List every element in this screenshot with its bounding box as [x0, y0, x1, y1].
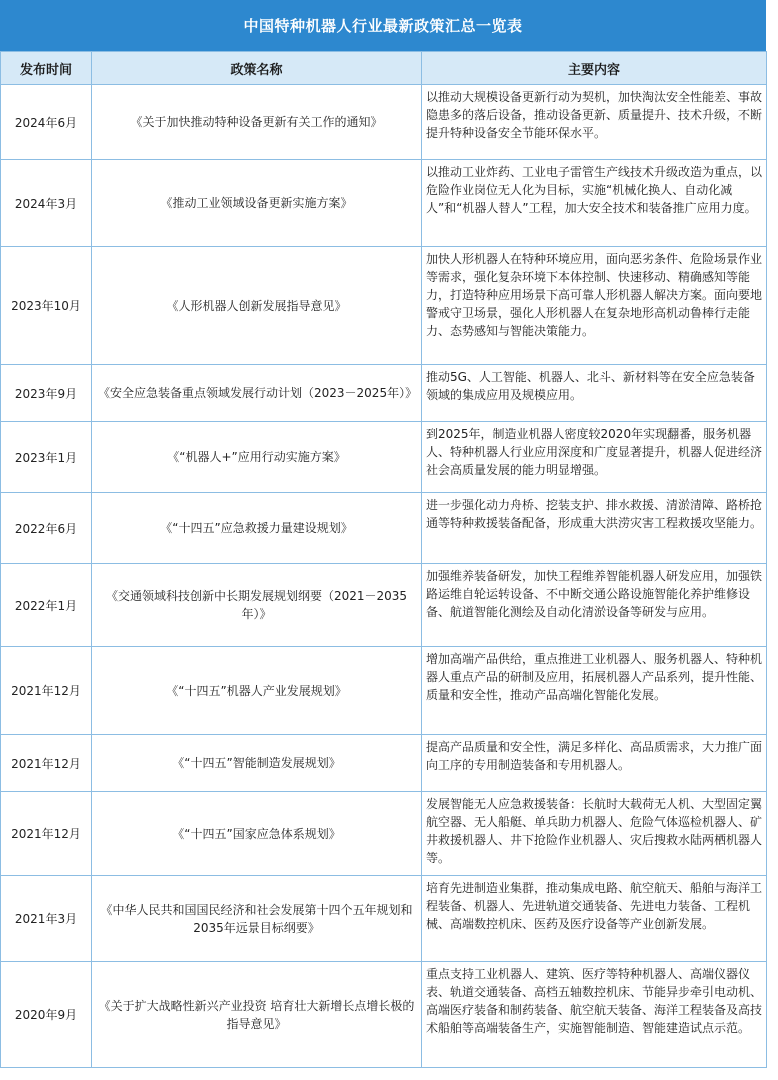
row-date: 2024年3月: [1, 160, 92, 247]
table-row: [1, 493, 767, 564]
row-policy-name: 《“十四五”应急救援力量建设规划》: [92, 493, 422, 564]
table-row: [1, 735, 767, 792]
row-policy-name: 《人形机器人创新发展指导意见》: [92, 247, 422, 365]
row-content: 推动5G、人工智能、机器人、北斗、新材料等在安全应急装备领域的集成应用及规模应用。: [422, 365, 767, 422]
row-content: 加快人形机器人在特种环境应用，面向恶劣条件、危险场景作业等需求，强化复杂环境下本体控制、快速移动、精确感知等能力，打造特种应用场景下高可靠人形机器人解决方案。面向要地警戒守卫场景，强化人形机器人在复杂地形高机动鲁棒行走能力、态势感知与智能决策能力。: [422, 247, 767, 365]
row-date: 2023年1月: [1, 422, 92, 493]
header-main-content: 主要内容: [422, 52, 767, 85]
row-date: 2020年9月: [1, 962, 92, 1068]
table-row: [1, 647, 767, 735]
row-content: 以推动大规模设备更新行动为契机，加快淘汰安全性能差、事故隐患多的落后设备，推动设备更新、质量提升、技术升级，不断提升特种设备安全节能环保水平。: [422, 85, 767, 160]
row-date: 2021年12月: [1, 735, 92, 792]
table-row: [1, 422, 767, 493]
row-content: 培育先进制造业集群，推动集成电路、航空航天、船舶与海洋工程装备、机器人、先进轨道交通装备、先进电力装备、工程机械、高端数控机床、医药及医疗设备等产业创新发展。: [422, 876, 767, 962]
table-title: 中国特种机器人行业最新政策汇总一览表: [0, 0, 766, 51]
table-row: [1, 247, 767, 365]
row-date: 2021年12月: [1, 647, 92, 735]
row-policy-name: 《安全应急装备重点领域发展行动计划（2023－2025年）》: [92, 365, 422, 422]
row-date: 2022年1月: [1, 564, 92, 647]
row-content: 加强维养装备研发，加快工程维养智能机器人研发应用，加强铁路运维自轮运转设备、不中断交通公路设施智能化养护维修设备、航道智能化测绘及自动化清淤设备等研发与应用。: [422, 564, 767, 647]
row-date: 2021年3月: [1, 876, 92, 962]
row-policy-name: 《“十四五”智能制造发展规划》: [92, 735, 422, 792]
row-date: 2023年10月: [1, 247, 92, 365]
row-policy-name: 《关于扩大战略性新兴产业投资 培育壮大新增长点增长极的指导意见》: [92, 962, 422, 1068]
row-content: 重点支持工业机器人、建筑、医疗等特种机器人、高端仪器仪表、轨道交通装备、高档五轴数控机床、节能异步牵引电动机、高端医疗装备和制药装备、航空航天装备、海洋工程装备及高技术船舶等高端装备生产，实施智能制造、智能建造试点示范。: [422, 962, 767, 1068]
policy-table: [0, 51, 767, 1068]
row-policy-name: 《“十四五”国家应急体系规划》: [92, 792, 422, 876]
row-date: 2021年12月: [1, 792, 92, 876]
row-policy-name: 《中华人民共和国国民经济和社会发展第十四个五年规划和2035年远景目标纲要》: [92, 876, 422, 962]
row-date: 2023年9月: [1, 365, 92, 422]
table-row: [1, 85, 767, 160]
row-policy-name: 《“十四五”机器人产业发展规划》: [92, 647, 422, 735]
table-header-row: [1, 52, 767, 85]
row-content: 增加高端产品供给，重点推进工业机器人、服务机器人、特种机器人重点产品的研制及应用，拓展机器人产品系列，提升性能、质量和安全性，推动产品高端化智能化发展。: [422, 647, 767, 735]
row-date: 2022年6月: [1, 493, 92, 564]
table-row: [1, 962, 767, 1068]
row-content: 以推动工业炸药、工业电子雷管生产线技术升级改造为重点，以危险作业岗位无人化为目标，实施“机械化换人、自动化减人”和“机器人替人”工程，加大安全技术和装备推广应用力度。: [422, 160, 767, 247]
row-policy-name: 《交通领域科技创新中长期发展规划纲要（2021－2035年）》: [92, 564, 422, 647]
row-content: 发展智能无人应急救援装备：长航时大载荷无人机、大型固定翼航空器、无人船艇、单兵助力机器人、危险气体巡检机器人、矿井救援机器人、井下抢险作业机器人、灾后搜救水陆两栖机器人等。: [422, 792, 767, 876]
row-policy-name: 《关于加快推动特种设备更新有关工作的通知》: [92, 85, 422, 160]
row-content: 提高产品质量和安全性，满足多样化、高品质需求，大力推广面向工序的专用制造装备和专用机器人。: [422, 735, 767, 792]
table-row: [1, 365, 767, 422]
row-policy-name: 《推动工业领域设备更新实施方案》: [92, 160, 422, 247]
header-date: 发布时间: [1, 52, 92, 85]
table-row: [1, 564, 767, 647]
row-date: 2024年6月: [1, 85, 92, 160]
header-policy-name: 政策名称: [92, 52, 422, 85]
table-row: [1, 160, 767, 247]
row-content: 进一步强化动力舟桥、挖装支护、排水救援、清淤清障、路桥抢通等特种救援装备配备，形成重大洪涝灾害工程救援攻坚能力。: [422, 493, 767, 564]
table-row: [1, 792, 767, 876]
table-row: [1, 876, 767, 962]
row-content: 到2025年，制造业机器人密度较2020年实现翻番，服务机器人、特种机器人行业应用深度和广度显著提升，机器人促进经济社会高质量发展的能力明显增强。: [422, 422, 767, 493]
row-policy-name: 《“机器人+”应用行动实施方案》: [92, 422, 422, 493]
